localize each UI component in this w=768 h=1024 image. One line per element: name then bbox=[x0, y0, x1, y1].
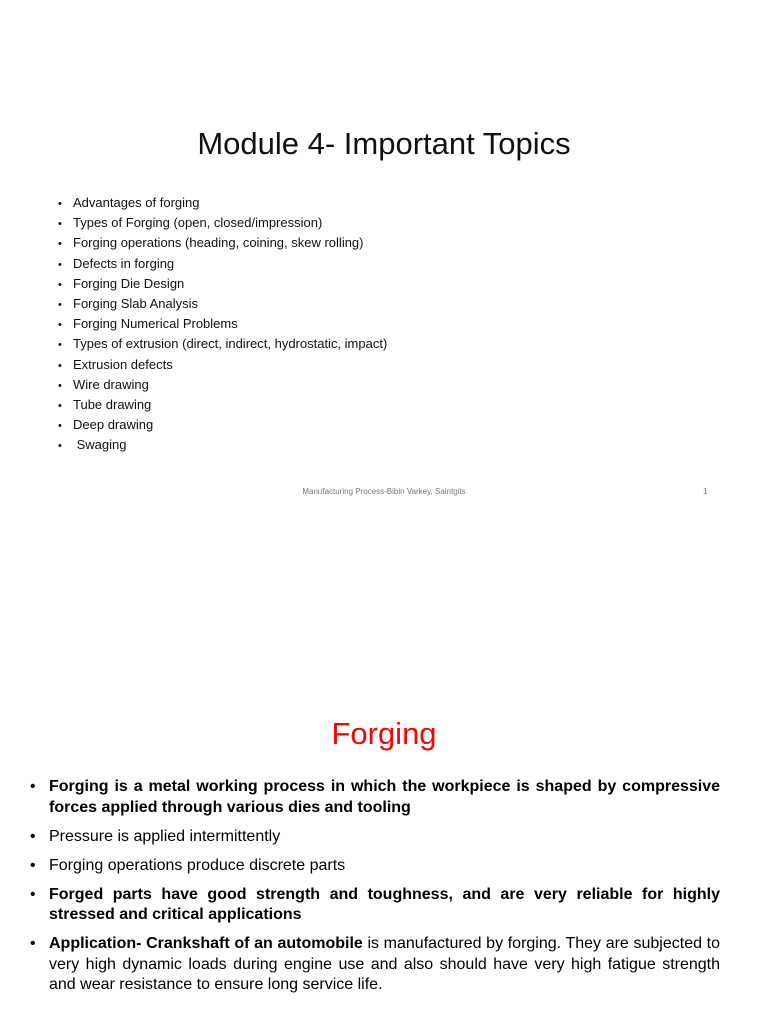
topic-text: Forging Numerical Problems bbox=[73, 316, 238, 332]
topic-text: Deep drawing bbox=[73, 417, 154, 433]
topic-text: Tube drawing bbox=[73, 396, 152, 412]
point-text: Forged parts have good strength and toughness, and are very reliable for highly stressed and critical applications bbox=[49, 885, 720, 923]
topic-text: Extrusion defects bbox=[73, 356, 173, 372]
point-text: Pressure is applied intermittently bbox=[49, 827, 281, 845]
topic-text: Forging operations (heading, coining, skew rolling) bbox=[73, 235, 364, 251]
bullet-icon: • bbox=[58, 359, 62, 372]
bullet-icon: • bbox=[58, 420, 62, 433]
bullet-icon: • bbox=[58, 218, 62, 231]
topic-item bbox=[58, 375, 387, 395]
slide-footer: Manufacturing Process-Bibin Varkey, Saintgits bbox=[302, 487, 466, 496]
topic-item bbox=[58, 334, 387, 354]
topic-item bbox=[58, 193, 387, 213]
point-text: Forging operations produce discrete parts bbox=[49, 856, 346, 874]
topic-item bbox=[58, 254, 387, 274]
list-item bbox=[30, 934, 720, 996]
bullet-icon: • bbox=[58, 339, 62, 352]
point-text: Forging is a metal working process in which the workpiece is shaped by compressive forces applied through various dies and tooling bbox=[49, 778, 720, 816]
topic-text: Swaging bbox=[73, 437, 127, 453]
topic-text: Advantages of forging bbox=[73, 195, 200, 210]
bullet-icon: • bbox=[30, 856, 36, 874]
topic-item bbox=[58, 415, 387, 435]
topic-item bbox=[58, 435, 387, 455]
topic-item bbox=[58, 395, 387, 415]
topic-item bbox=[58, 314, 387, 334]
bullet-icon: • bbox=[30, 935, 36, 952]
bullet-icon: • bbox=[58, 258, 62, 271]
topic-item bbox=[58, 294, 387, 314]
bullet-icon: • bbox=[58, 298, 62, 311]
list-item bbox=[30, 885, 720, 926]
topic-text: Types of Forging (open, closed/impression) bbox=[73, 215, 323, 231]
topic-text: Defects in forging bbox=[73, 255, 175, 271]
bullet-icon: • bbox=[58, 278, 62, 291]
topic-item bbox=[58, 233, 387, 253]
topics-list bbox=[58, 193, 387, 455]
topic-item bbox=[58, 274, 387, 294]
topic-text: Types of extrusion (direct, indirect, hydrostatic, impact) bbox=[73, 336, 388, 352]
topic-text: Wire drawing bbox=[73, 376, 149, 392]
topic-text: Forging Slab Analysis bbox=[73, 295, 199, 311]
bullet-icon: • bbox=[30, 778, 36, 795]
topic-item bbox=[58, 213, 387, 233]
topic-item bbox=[58, 355, 387, 375]
slide-title: Module 4- Important Topics bbox=[197, 126, 571, 161]
application-label: Application- Crankshaft of an automobile bbox=[49, 935, 363, 952]
page-number: 1 bbox=[703, 487, 708, 496]
bullet-icon: • bbox=[58, 399, 62, 412]
slide-2 bbox=[0, 512, 768, 1024]
bullet-icon: • bbox=[30, 827, 36, 845]
bullet-icon: • bbox=[58, 379, 62, 392]
bullet-icon: • bbox=[58, 319, 62, 332]
list-item bbox=[30, 777, 720, 818]
forging-points-list bbox=[30, 777, 720, 1004]
forging-title: Forging bbox=[331, 716, 437, 751]
list-item bbox=[30, 827, 720, 848]
bullet-icon: • bbox=[30, 885, 36, 903]
bullet-icon: • bbox=[58, 238, 62, 251]
topic-text: Forging Die Design bbox=[73, 275, 185, 291]
application-text: is manufactured by forging. They are subjected to very high dynamic loads during engine use and also should have very high fatigue strength and wear resistance to ensure long service life. bbox=[49, 935, 720, 993]
list-item bbox=[30, 856, 720, 877]
bullet-icon: • bbox=[58, 198, 62, 210]
bullet-icon: • bbox=[58, 440, 62, 453]
